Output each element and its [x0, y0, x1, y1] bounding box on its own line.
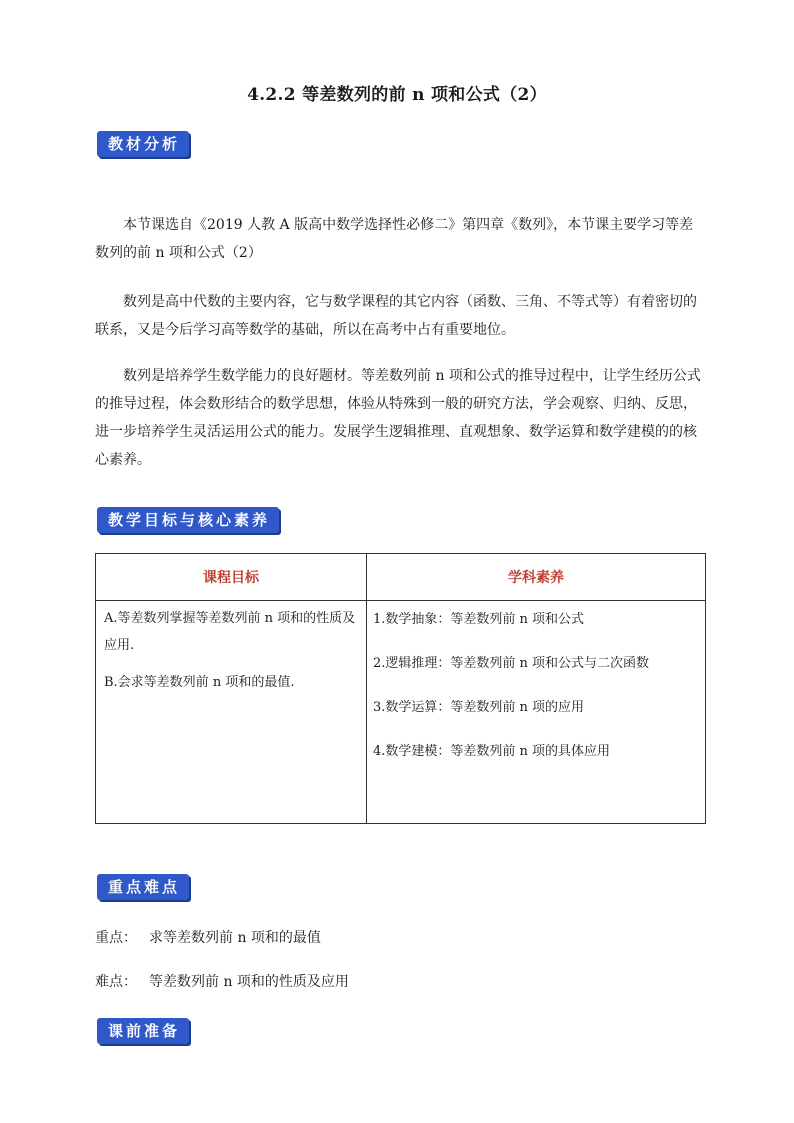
- competency-item: 4.数学建模：等差数列前 n 项的具体应用: [373, 744, 611, 759]
- goals-header-objectives: 课程目标: [96, 554, 367, 601]
- section-badge-key-points: 重点难点: [97, 874, 189, 900]
- page-title: 4.2.2 等差数列的前 n 项和公式（2）: [247, 85, 547, 105]
- goals-table-header-row: [96, 554, 706, 601]
- objective-item: B.会求等差数列前 n 项和的最值.: [104, 675, 295, 690]
- objective-item: A.等差数列掌握等差数列前 n 项和的性质及应用.: [104, 611, 356, 653]
- analysis-paragraph-1: 本节课选自《2019 人教 A 版高中数学选择性必修二》第四章《数列》，本节课主要学习等差数列的前 n 项和公式（2）: [95, 217, 694, 261]
- difficulty-label: 难点：: [95, 974, 137, 990]
- competency-item: 1.数学抽象：等差数列前 n 项和公式: [373, 612, 585, 627]
- goals-table: [95, 553, 706, 824]
- section-badge-goals: 教学目标与核心素养: [97, 507, 279, 533]
- section-badge-analysis: 教材分析: [97, 131, 189, 157]
- analysis-paragraph-3: 数列是培养学生数学能力的良好题材。等差数列前 n 项和公式的推导过程中，让学生经历公式的推导过程，体会数形结合的数学思想，体验从特殊到一般的研究方法，学会观察、归纳、反思，进一步培养学生灵活运用公式的能力。发展学生逻辑推理、直观想象、数学运算和数学建模的的核心素养。: [95, 368, 701, 468]
- difficulty-text: 等差数列前 n 项和的性质及应用: [149, 974, 349, 990]
- section-badge-preparation: 课前准备: [97, 1018, 189, 1044]
- focus-line: [95, 928, 321, 948]
- goals-table-body-row: [96, 601, 706, 824]
- goals-header-competencies: 学科素养: [367, 554, 706, 601]
- focus-text: 求等差数列前 n 项和的最值: [149, 930, 321, 946]
- objectives-cell: [96, 601, 367, 824]
- analysis-paragraph-2: 数列是高中代数的主要内容，它与数学课程的其它内容（函数、三角、不等式等）有着密切的联系，又是今后学习高等数学的基础，所以在高考中占有重要地位。: [95, 294, 697, 338]
- difficulty-line: [95, 972, 349, 992]
- competencies-cell: [367, 601, 706, 824]
- focus-label: 重点：: [95, 930, 137, 946]
- competency-item: 2.逻辑推理：等差数列前 n 项和公式与二次函数: [373, 656, 650, 671]
- competency-item: 3.数学运算：等差数列前 n 项的应用: [373, 700, 585, 715]
